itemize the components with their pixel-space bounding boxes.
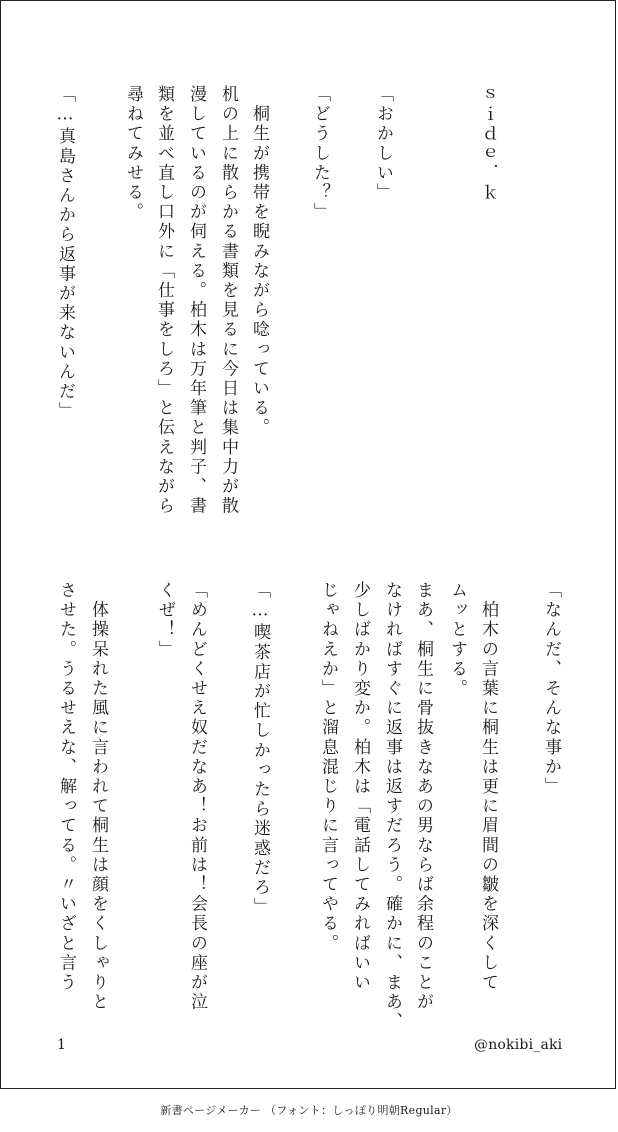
lower-line-11: 体操呆れた風に言われて桐生は顔をくしゃりと: [88, 581, 108, 1013]
lower-line-12: させた。うるせえな、解ってる。〃いざと言う: [56, 581, 76, 993]
lower-line-4: まあ、桐生に骨抜きなあの男ならば余程のことが: [413, 581, 433, 1013]
lower-line-1: 「なんだ、そんな事か」: [541, 581, 561, 797]
generator-credit: 新書ページメーカー （フォント：しっぽり明朝Regular）: [160, 1104, 458, 1117]
lower-line-8: 「…喫茶店が忙しかったら迷惑だろ」: [250, 581, 270, 918]
lower-line-7: じゃねえか」と溜息混じりに言ってやる。: [318, 581, 338, 954]
upper-line-7: 類を並べ直し口外に「仕事をしろ」と伝えながら: [154, 85, 174, 517]
upper-line-3: 「どうした？」: [310, 85, 330, 223]
lower-line-6: 少しばかり変か。柏木は「電話してみればいい: [350, 581, 370, 993]
page-number: 1: [57, 1037, 66, 1053]
upper-line-5: 机の上に散らかる書類を見るに今日は集中力が散: [218, 85, 238, 517]
upper-line-6: 漫しているのが伺える。柏木は万年筆と判子、書: [186, 85, 206, 517]
upper-line-8: 尋ねてみせる。: [123, 85, 143, 223]
lower-line-9: 「めんどくせえ奴だなあ！お前は！会長の座が泣: [187, 581, 207, 1013]
upper-line-1: ｓｉｄｅ．ｋ: [478, 85, 498, 203]
lower-line-10: くぜ！」: [155, 581, 175, 660]
lower-line-5: なければすぐに返事は返すだろう。確かに、まあ、: [382, 581, 402, 1032]
upper-line-2: 「おかしい」: [373, 85, 393, 203]
upper-line-4: 桐生が携帯を睨みながら唸っている。: [249, 85, 269, 438]
lower-line-2: 柏木の言葉に桐生は更に眉間の皺を深くして: [478, 581, 498, 993]
upper-line-9: 「…真島さんから返事が来ないんだ」: [55, 85, 75, 422]
lower-line-3: ムッとする。: [447, 581, 467, 699]
author-handle: @nokibi_aki: [474, 1037, 563, 1053]
